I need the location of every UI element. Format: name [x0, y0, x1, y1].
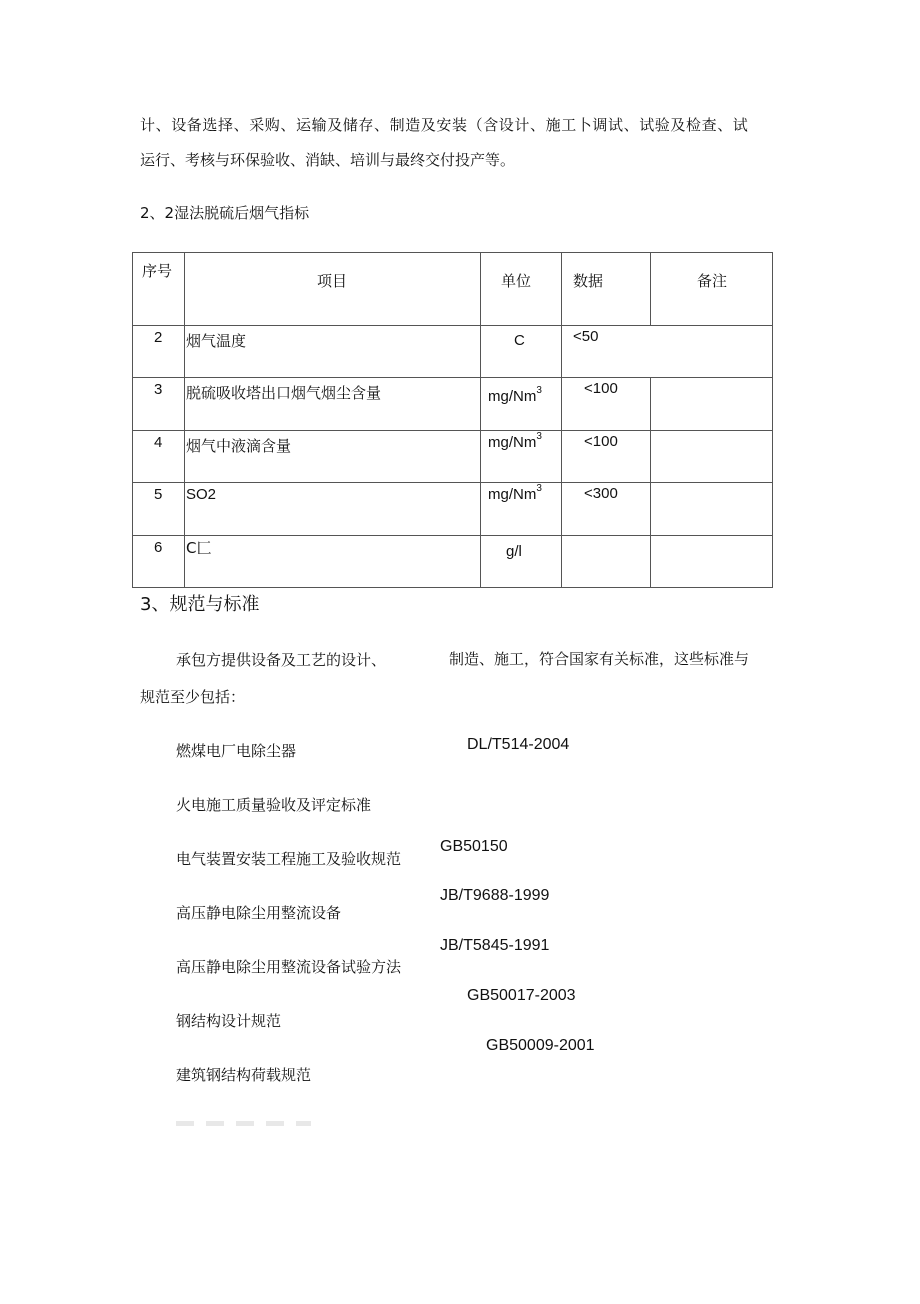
standard-code: JB/T5845-1991: [440, 937, 550, 954]
unit-superscript: 3: [536, 431, 542, 442]
section-3-heading: 3、规范与标准: [140, 594, 260, 615]
row-item: 脱硫吸收塔出口烟气烟尘含量: [186, 384, 382, 402]
standard-code: GB50017-2003: [467, 987, 576, 1004]
row-value: <300: [584, 485, 618, 502]
unit-superscript: 3: [536, 483, 542, 494]
standard-code: DL/T514-2004: [467, 736, 570, 753]
section-3-paragraph-part1: 承包方提供设备及工艺的设计、: [176, 651, 387, 669]
row-no: 2: [154, 329, 163, 346]
header-value: 数据: [573, 272, 604, 290]
row-no: 6: [154, 539, 163, 556]
standard-code: JB/T9688-1999: [440, 887, 550, 904]
row-unit: [488, 483, 542, 504]
row-value: <100: [584, 380, 618, 397]
row-value: <50: [573, 328, 599, 345]
intro-line-2: 运行、考核与环保验收、消缺、培训与最终交付投产等。: [140, 151, 516, 169]
unit-text: mg/Nm: [488, 434, 537, 451]
unit-text: mg/Nm: [488, 388, 537, 405]
row-item: SO2: [186, 486, 217, 503]
standard-name: 燃煤电厂电除尘器: [176, 742, 297, 760]
row-unit: C: [514, 332, 525, 349]
header-unit: 单位: [501, 272, 532, 290]
header-item: 项目: [317, 272, 348, 290]
standard-name: 火电施工质量验收及评定标准: [176, 796, 372, 814]
row-unit: g/l: [506, 543, 522, 560]
row-no: 5: [154, 486, 163, 503]
standard-name: 高压静电除尘用整流设备: [176, 904, 342, 922]
section-2-2-heading: 2、2湿法脱硫后烟气指标: [140, 204, 310, 222]
row-no: 4: [154, 434, 163, 451]
row-unit: [488, 385, 542, 406]
standard-name: 电气装置安装工程施工及验收规范: [176, 850, 402, 868]
standard-code: GB50150: [440, 838, 508, 855]
standard-code: GB50009-2001: [486, 1037, 595, 1054]
header-note: 备注: [697, 272, 728, 290]
unit-text: mg/Nm: [488, 486, 537, 503]
row-item: C匚: [186, 539, 212, 557]
unit-superscript: 3: [536, 385, 542, 396]
standard-name: 钢结构设计规范: [176, 1012, 282, 1030]
header-no: 序号: [142, 262, 173, 280]
flue-gas-table: [132, 252, 773, 588]
row-no: 3: [154, 381, 163, 398]
section-3-paragraph-part2: 制造、施工，符合国家有关标准，这些标准与: [449, 650, 750, 668]
row-item: 烟气温度: [186, 332, 247, 350]
row-item: 烟气中液滴含量: [186, 437, 292, 455]
cut-off-text-fragment: [176, 1121, 311, 1126]
row-unit: [488, 431, 542, 452]
section-3-paragraph-line2: 规范至少包括：: [140, 688, 246, 706]
standard-name: 建筑钢结构荷载规范: [176, 1066, 312, 1084]
intro-line-1: 计、设备选择、采购、运输及储存、制造及安装（含设计、施工卜调试、试验及检查、试: [140, 116, 749, 134]
standard-name: 高压静电除尘用整流设备试验方法: [176, 958, 402, 976]
row-value: <100: [584, 433, 618, 450]
